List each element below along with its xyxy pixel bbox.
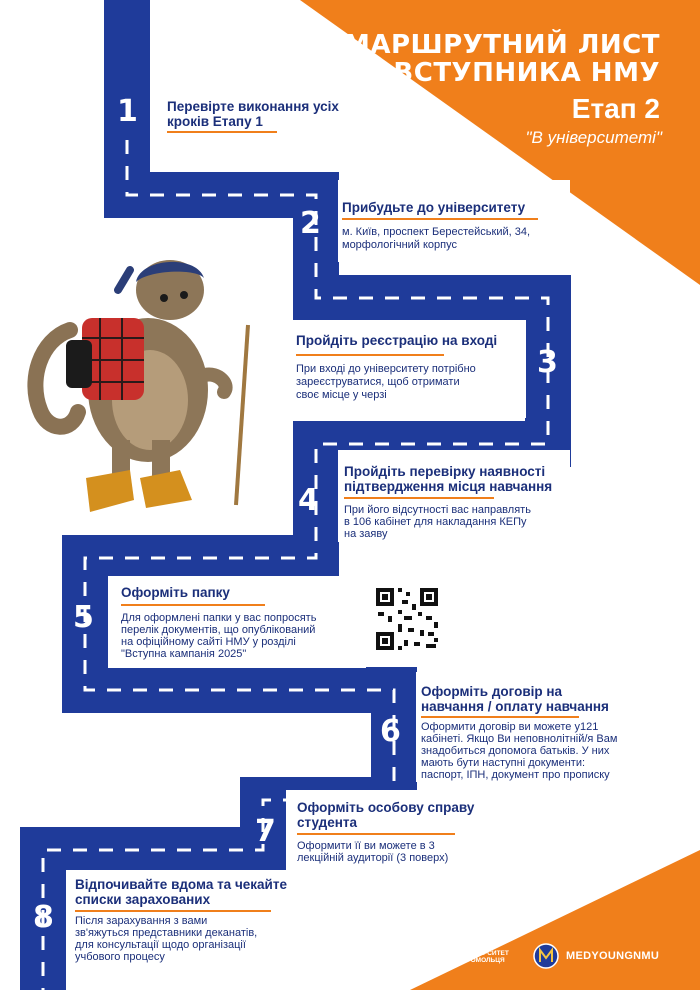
step-3-underline: [296, 354, 444, 356]
step-6-desc-line5: паспорт, ІПН, документ про прописку: [421, 769, 610, 781]
step-8-number: 8: [33, 900, 54, 935]
step-4-number: 4: [298, 483, 319, 518]
step-1-title-line2: кроків Етапу 1: [167, 114, 263, 129]
step-8-desc-line3: для консультації щодо організації: [75, 939, 246, 951]
step-5-desc-line4: "Вступна кампанія 2025": [121, 648, 247, 660]
step-5-number: 5: [73, 600, 94, 635]
step-1-title-line1: Перевірте виконання усіх: [167, 99, 339, 114]
stage-subtitle: "В університеті": [525, 128, 662, 147]
step-4-title-line2: підтвердження місця навчання: [344, 479, 553, 494]
step-3-desc-line1: При вході до університету потрібно: [296, 363, 476, 375]
step-6-desc-line3: знадобиться допомога батьків. У них: [421, 745, 610, 757]
step-6-number: 6: [380, 714, 401, 749]
step-8-title-line2: списки зарахованих: [75, 892, 211, 907]
step-7-number: 7: [255, 814, 276, 849]
step-6-desc-line1: Оформити договір ви можете у121: [421, 721, 599, 733]
step-8-desc-line4: учбового процесу: [75, 951, 165, 963]
step-7-underline: [297, 833, 455, 835]
step-3-title: Пройдіть реєстрацію на вході: [296, 333, 498, 348]
step-4-desc-line3: на заяву: [344, 528, 388, 540]
step-6-title-line1: Оформіть договір на: [421, 684, 563, 699]
step-5-underline: [121, 604, 265, 606]
step-3-number: 3: [537, 345, 558, 380]
footer-org-line3: імені О.О. БОГОМОЛЬЦЯ: [424, 957, 505, 964]
step-3-desc-line3: своє місце у черзі: [296, 389, 387, 401]
step-7-title-line1: Оформіть особову справу: [297, 800, 475, 815]
step-5-title: Оформіть папку: [121, 585, 230, 600]
footer-org-name: [424, 943, 509, 964]
step-4-title-line1: Пройдіть перевірку наявності: [344, 464, 546, 479]
step-5-desc-line2: перелік документів, що опублікований: [121, 624, 316, 636]
step-7-desc-line2: лекційній аудиторії (3 поверх): [297, 852, 449, 864]
step-8-title-line1: Відпочивайте вдома та чекайте: [75, 877, 287, 892]
step-5-desc-line1: Для оформлені папки у вас попросять: [121, 612, 317, 624]
step-2-title: Прибудьте до університету: [342, 200, 526, 215]
medyoung-logo-icon: [534, 944, 558, 968]
step-2-underline: [342, 218, 538, 220]
step-4-desc-line2: в 106 кабінет для накладання КЕПу: [344, 516, 527, 528]
footer-org-line2: МЕДИЧНИЙ УНІВЕРСИТЕТ: [424, 950, 509, 957]
step-8-desc-line1: Після зарахування з вами: [75, 915, 208, 927]
step-3-desc-line2: зареєструватися, щоб отримати: [296, 376, 460, 388]
step-4-desc-line1: При його відсутності вас направлять: [344, 504, 531, 516]
step-4-underline: [344, 497, 494, 499]
qr-code-icon: [374, 586, 440, 652]
step-8-underline: [75, 910, 271, 912]
stage-label: Етап 2: [571, 93, 660, 124]
step-6-desc-line2: кабінеті. Якщо Ви неповнолітній/я Вам: [421, 733, 618, 745]
step-6-title-line2: навчання / оплату навчання: [421, 699, 609, 714]
step-8-desc-line2: зв'яжуться представники деканатів,: [75, 927, 258, 939]
step-7-title-line2: студента: [297, 815, 357, 830]
step-2-desc-line2: морфологічний корпус: [342, 239, 457, 251]
step-1-underline: [167, 131, 277, 133]
footer-brand-name: MEDYOUNGNMU: [566, 950, 660, 962]
step-1-number: 1: [117, 94, 138, 129]
page-title-line1: МАРШРУТНИЙ ЛИСТ: [343, 30, 660, 60]
cat-hiker-illustration: [35, 255, 248, 512]
step-2-desc-line1: м. Київ, проспект Берестейський, 34,: [342, 226, 531, 238]
step-6-underline: [421, 716, 579, 718]
footer-org-line1: НАЦІОНАЛЬНИЙ: [424, 943, 478, 950]
step-7-desc-line1: Оформити її ви можете в 3: [297, 840, 435, 852]
step-5-desc-line3: на офіційному сайті НМУ у розділі: [121, 636, 296, 648]
page-title-line2: ВСТУПНИКА НМУ: [393, 58, 660, 88]
step-6-desc-line4: мають бути наступні документи:: [421, 757, 586, 769]
step-2-number: 2: [300, 206, 321, 241]
nmu-logo-text: НМУ: [400, 955, 416, 962]
